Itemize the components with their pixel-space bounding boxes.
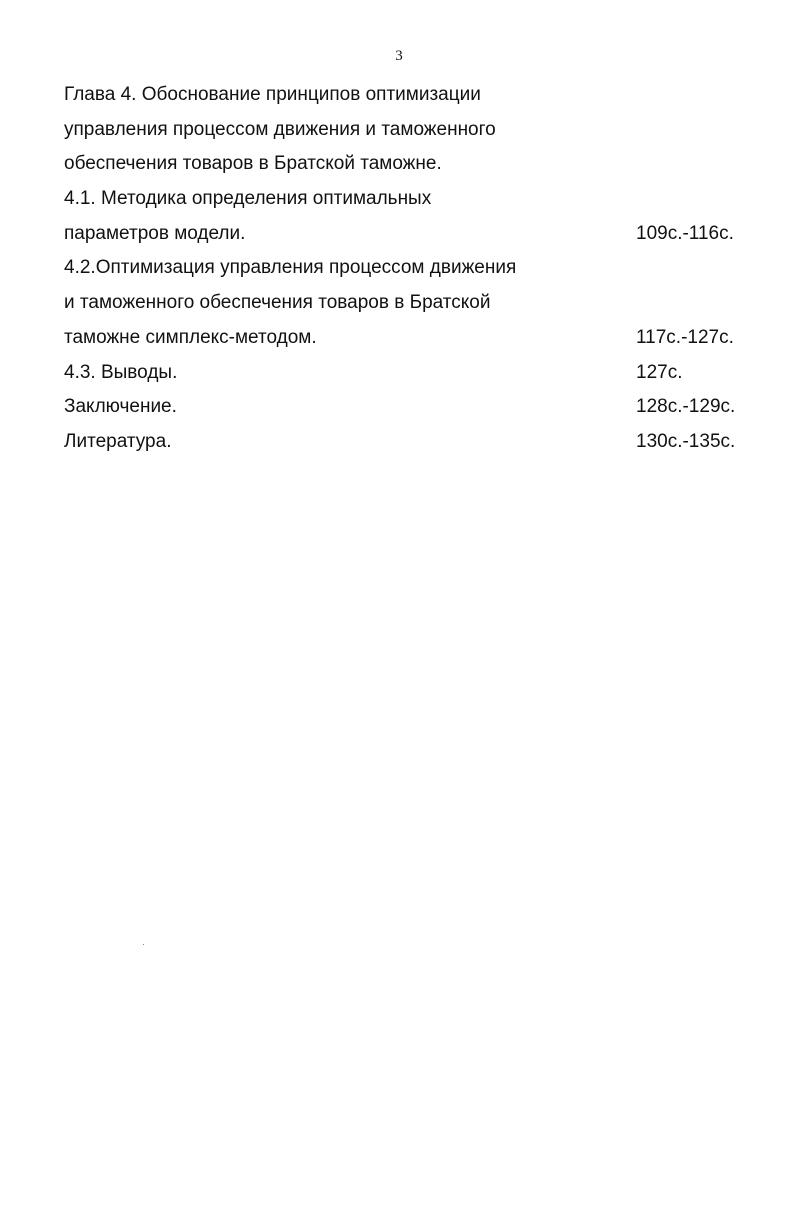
toc-entry-text: параметров модели. — [64, 222, 246, 244]
toc-entry-pages: 130с.-135с. — [636, 430, 736, 452]
toc-line — [64, 113, 744, 148]
page-number: 3 — [395, 48, 403, 64]
toc-entry-text: 4.3. Выводы. — [64, 361, 178, 383]
toc-entry-pages: 109с.-116с. — [636, 222, 734, 244]
toc-line — [64, 251, 744, 286]
toc-entry-text: таможне симплекс-методом. — [64, 326, 317, 348]
toc-line — [64, 286, 744, 321]
toc-entry-text: 4.2.Оптимизация управления процессом движения — [64, 257, 517, 279]
toc-entry-text: 4.1. Методика определения оптимальных — [64, 188, 432, 210]
toc-line — [64, 78, 744, 113]
toc-line — [64, 390, 744, 425]
toc-line — [64, 321, 744, 356]
toc-entry-text: обеспечения товаров в Братской таможне. — [64, 153, 442, 175]
toc-entry-pages: 127с. — [636, 361, 683, 383]
toc-entry-text: Глава 4. Обоснование принципов оптимизации — [64, 84, 481, 105]
table-of-contents — [64, 78, 744, 460]
toc-line — [64, 147, 744, 182]
toc-entry-text: Заключение. — [64, 396, 177, 418]
scan-speck — [143, 944, 144, 945]
toc-entry-text: и таможенного обеспечения товаров в Братской — [64, 292, 491, 314]
toc-line — [64, 182, 744, 217]
toc-line — [64, 356, 744, 391]
toc-entry-pages: 117с.-127с. — [636, 326, 734, 348]
toc-line — [64, 425, 744, 460]
toc-entry-pages: 128с.-129с. — [636, 396, 736, 418]
toc-entry-text: управления процессом движения и таможенного — [64, 118, 496, 140]
toc-entry-text: Литература. — [64, 430, 172, 452]
toc-line — [64, 217, 744, 252]
